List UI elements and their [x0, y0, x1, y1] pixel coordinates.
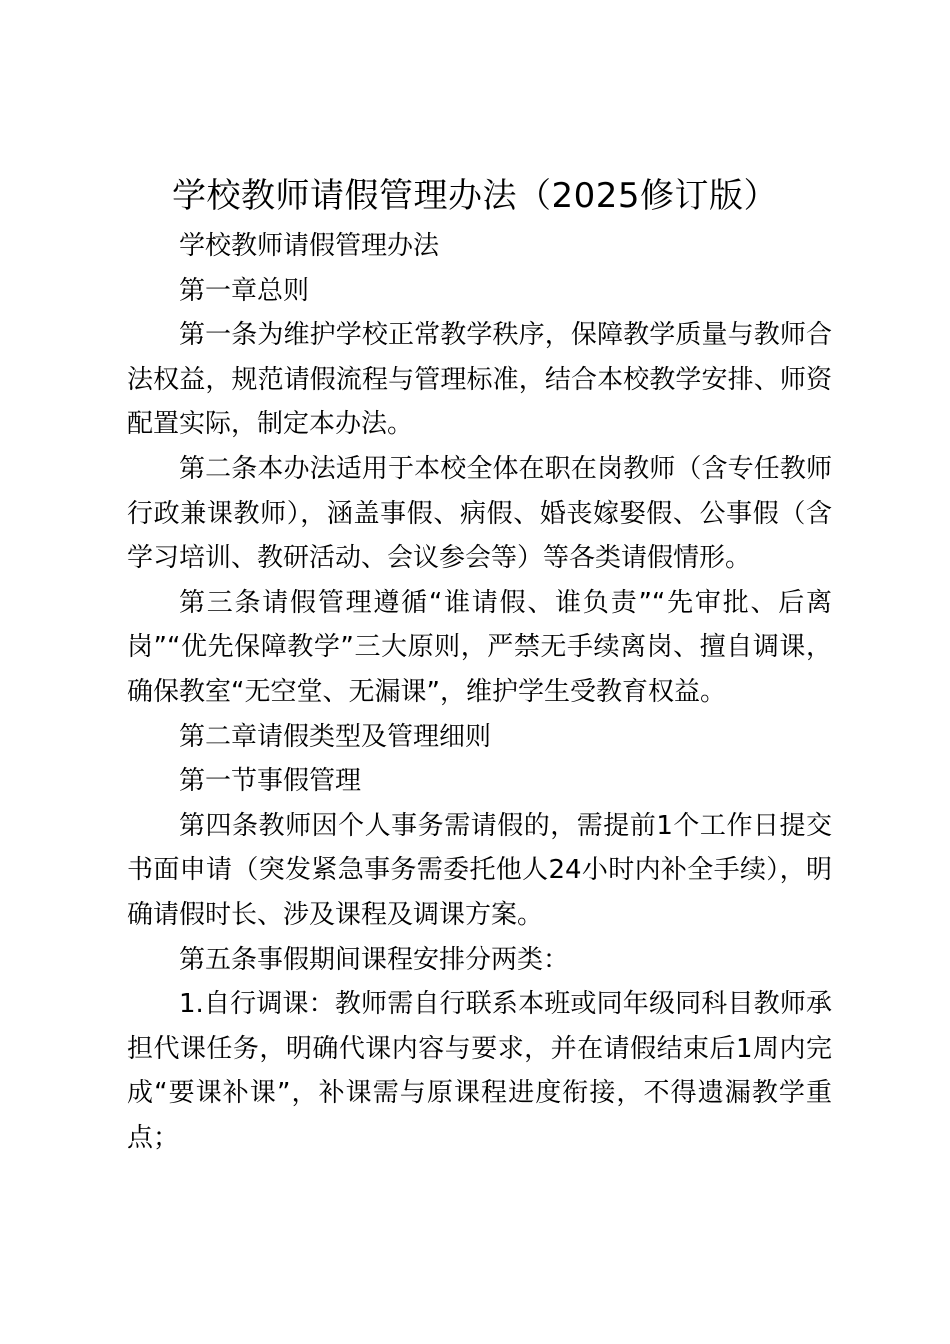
list-item-paragraph: 1.自行调课：教师需自行联系本班或同年级同科目教师承担代课任务，明确代课内容与要求，并在请假结束后1周内完成“要课补课”，补课需与原课程进度衔接，不得遗漏教学重点；	[127, 989, 832, 1153]
article-paragraph: 第五条事假期间课程安排分两类：	[179, 944, 570, 975]
article-paragraph: 第一条为维护学校正常教学秩序，保障教学质量与教师合法权益，规范请假流程与管理标准，结合本校教学安排、师资配置实际，制定本办法。	[127, 320, 832, 440]
chapter-heading: 第二章请假类型及管理细则	[179, 721, 492, 752]
section-heading: 第一节事假管理	[179, 766, 362, 797]
subtitle-paragraph: 学校教师请假管理办法	[179, 231, 440, 261]
article-paragraph: 第四条教师因个人事务需请假的，需提前1个工作日提交书面申请（突发紧急事务需委托他人24小时内补全手续），明确请假时长、涉及课程及调课方案。	[127, 810, 832, 930]
chapter-heading: 第一章总则	[179, 275, 310, 306]
article-paragraph: 第二条本办法适用于本校全体在职在岗教师（含专任教师行政兼课教师），涵盖事假、病假、婚丧嫁娶假、公事假（含学习培训、教研活动、会议参会等）等各类请假情形。	[127, 453, 832, 574]
document-body	[127, 224, 832, 1160]
article-paragraph: 第三条请假管理遵循“谁请假、谁负责”“先审批、后离岗”“优先保障教学”三大原则，严禁无手续离岗、擅自调课，确保教室“无空堂、无漏课”，维护学生受教育权益。	[127, 587, 832, 707]
document-title: 学校教师请假管理办法（2025修订版）	[171, 176, 779, 216]
